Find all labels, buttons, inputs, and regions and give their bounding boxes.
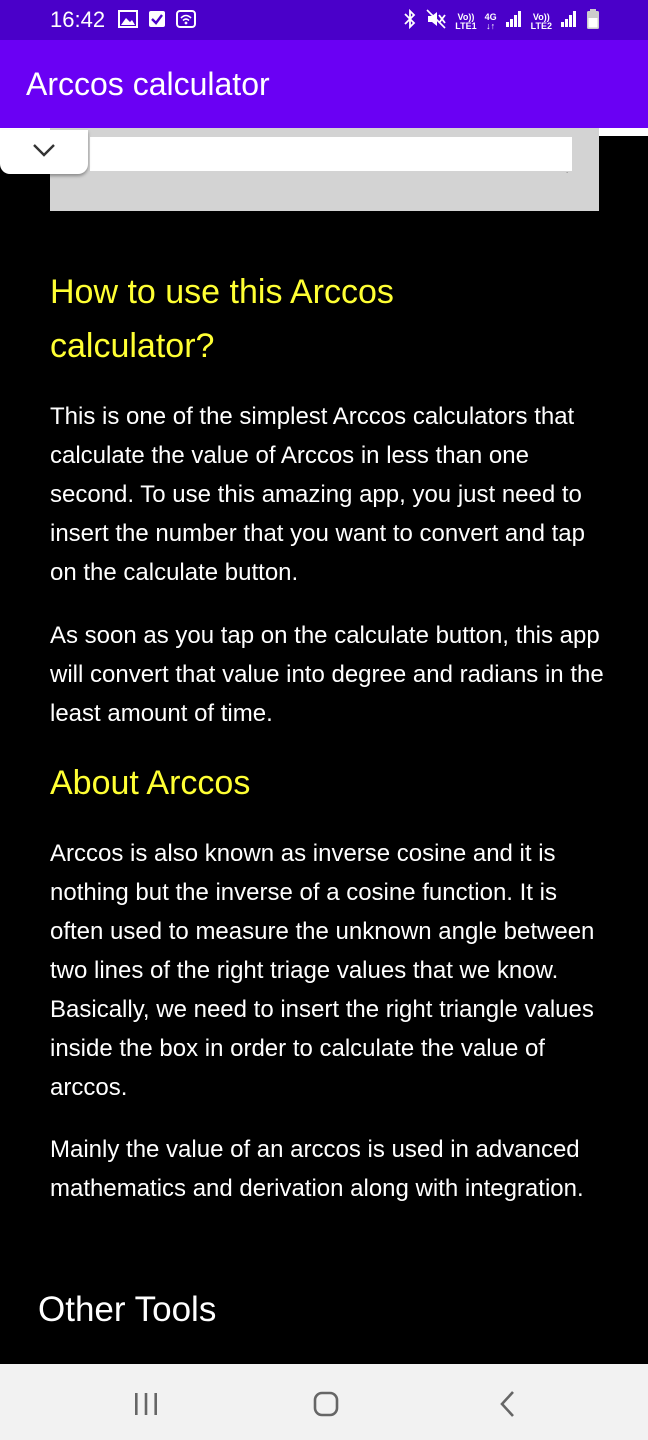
collapse-toggle-button[interactable] [0, 130, 88, 174]
4g-indicator [485, 13, 497, 31]
back-icon [488, 1384, 528, 1424]
navigation-bar [0, 1364, 648, 1440]
status-right-icons [403, 8, 600, 35]
how-to-paragraph-2: As soon as you tap on the calculate button, this app will convert that value into degree and radians in the least amount of time. [50, 622, 604, 727]
mute-icon [425, 8, 447, 35]
wifi-icon [176, 10, 196, 33]
bluetooth-icon [403, 8, 417, 35]
volte-lte2-bottom: LTE2 [530, 20, 552, 31]
chevron-down-icon [32, 142, 56, 158]
signal-1-icon [505, 10, 523, 33]
volte-lte1 [455, 13, 476, 31]
about-paragraph-2: Mainly the value of an arccos is used in advanced mathematics and derivation along with integration. [50, 1136, 584, 1202]
about-paragraph-1: Arccos is also known as inverse cosine and it is nothing but the inverse of a cosine function. It is often used to measure the unknown angle between two lines of the right triage values that we know. Basically, we need to insert the right triangle values inside the box in order to calculate the value of arccos. [50, 840, 595, 1101]
recent-apps-button[interactable] [126, 1384, 166, 1424]
gallery-icon [118, 10, 138, 33]
signal-2-icon [560, 10, 578, 33]
about-heading: About Arccos [50, 764, 251, 802]
volte-lte1-bottom: LTE1 [455, 20, 477, 31]
recent-apps-icon [126, 1384, 166, 1424]
battery-icon [586, 8, 600, 35]
how-to-heading: How to use this Arccos calculator? [50, 273, 394, 365]
back-button[interactable] [488, 1384, 528, 1424]
number-input[interactable] [90, 137, 572, 171]
resize-grip-icon [566, 166, 570, 169]
status-left-icons [118, 10, 196, 33]
how-to-paragraph-1: This is one of the simplest Arccos calculators that calculate the value of Arccos in less than one second. To use this amazing app, you just need to insert the number that you want to convert and tap on the calculate button. [50, 403, 585, 586]
data-arrows-icon: ↓↑ [486, 20, 496, 31]
status-time: 16:42 [50, 7, 106, 32]
volte-lte2-top: Vo)) [532, 11, 550, 22]
status-bar [0, 0, 648, 40]
check-icon [148, 10, 166, 33]
home-button[interactable] [306, 1384, 346, 1424]
app-bar [0, 40, 648, 128]
4g-label: 4G [484, 11, 497, 22]
volte-lte1-top: Vo)) [457, 11, 475, 22]
app-title: Arccos calculator [26, 66, 270, 102]
volte-lte2 [531, 13, 552, 31]
home-icon [306, 1384, 346, 1424]
other-tools-heading: Other Tools [38, 1290, 217, 1329]
